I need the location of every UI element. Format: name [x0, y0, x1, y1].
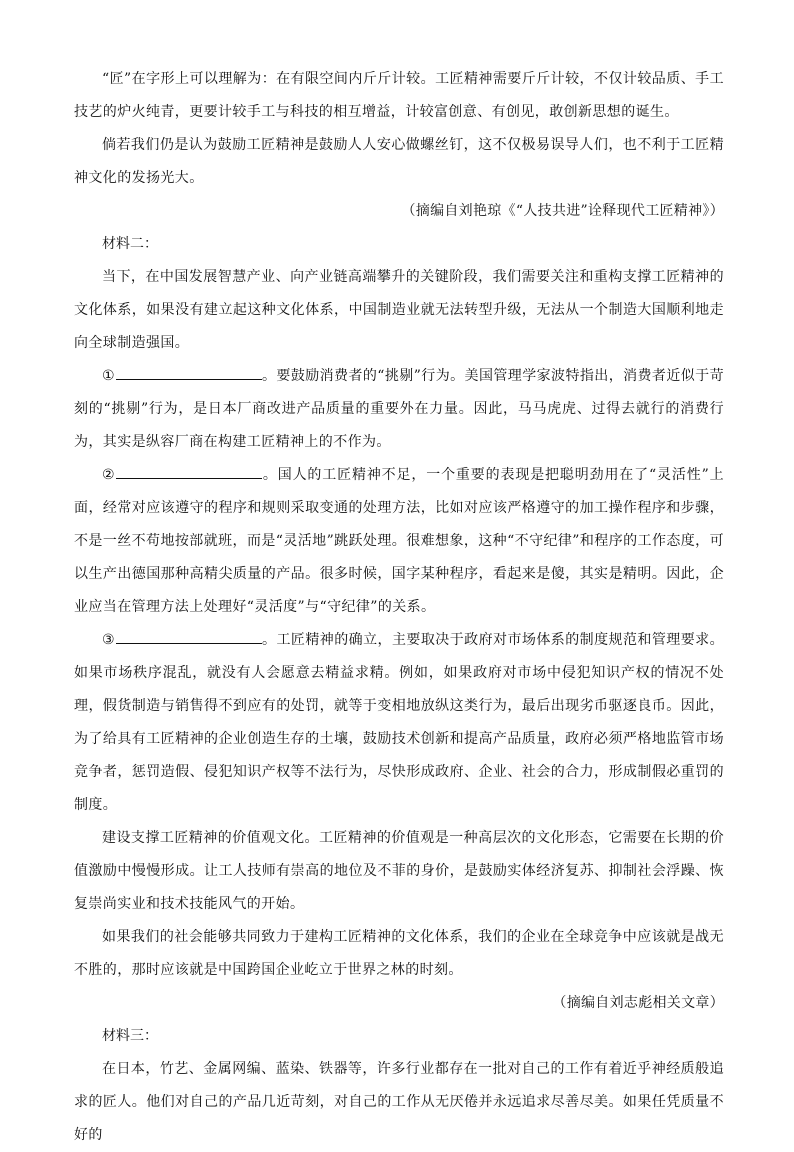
item-1-blank — [116, 365, 262, 380]
material2-heading: 材料二： — [102, 236, 158, 252]
material3-heading: 材料三： — [102, 1028, 158, 1044]
document-page — [74, 63, 724, 1152]
material1-paragraph-2: 倘若我们仍是认为鼓励工匠精神是鼓励人人安心做螺丝钉，这不仅极易误导人们，也不利于工匠精神文化的发扬光大。 — [74, 137, 724, 186]
item-1-text: 。要鼓励消费者的“挑剔”行为。美国管理学家波特指出，消费者近似于苛刻的“挑剔”行为，是日本厂商改进产品质量的重要外在力量。因此，马马虎虎、过得去就行的消费行为，其实是纵容厂商在构建工匠精神上的不作为。 — [74, 368, 724, 450]
material2-intro: 当下，在中国发展智慧产业、向产业链高端攀升的关键阶段，我们需要关注和重构支撑工匠精神的文化体系，如果没有建立起这种文化体系，中国制造业就无法转型升级，无法从一个制造大国顺利地走向全球制造强国。 — [74, 269, 724, 351]
material1-source: （摘编自刘艳琼《“人技共进”诠释现代工匠精神》） — [401, 203, 724, 219]
item-2-number: ② — [102, 467, 116, 483]
item-1-number: ① — [102, 368, 115, 384]
material3-paragraph-1: 在日本，竹艺、金属网编、蓝染、铁器等，许多行业都存在一批对自己的工作有着近乎神经质般追求的匠人。他们对自己的产品几近苛刻，对自己的工作从无厌倦并永远追求尽善尽美。如果任凭质量不好的 — [74, 1061, 724, 1143]
material2-item-1 — [74, 360, 724, 459]
material2-item-3 — [74, 624, 724, 822]
material2-source: （摘编自刘志彪相关文章） — [552, 995, 724, 1011]
item-3-text: 。工匠精神的确立，主要取决于政府对市场体系的制度规范和管理要求。如果市场秩序混乱，就没有人会愿意去精益求精。例如，如果政府对市场中侵犯知识产权的情况不处理，假货制造与销售得不到应有的处罚，就等于变相地放纵这类行为，最后出现劣币驱逐良币。因此，为了给具有工匠精神的企业创造生存的土壤，鼓励技术创新和提高产品质量，政府必须严格地监管市场竞争者，惩罚造假、侵犯知识产权等不法行为，尽快形成政府、企业、社会的合力，形成制假必重罚的制度。 — [74, 632, 724, 813]
material2-item-2 — [74, 459, 724, 624]
material2-final-paragraph: 如果我们的社会能够共同致力于建构工匠精神的文化体系，我们的企业在全球竞争中应该就是战无不胜的，那时应该就是中国跨国企业屹立于世界之林的时刻。 — [74, 929, 724, 978]
item-2-blank — [116, 464, 262, 479]
item-2-text: 。国人的工匠精神不足，一个重要的表现是把聪明劲用在了“灵活性”上面，经常对应该遵守的程序和规则采取变通的处理方法，比如对应该严格遵守的加工操作程序和步骤，不是一丝不苟地按部就班，而是“灵活地”跳跃处理。很难想象，这种“不守纪律”和程序的工作态度，可以生产出德国那种高精尖质量的产品。很多时候，国字某种程序，看起来是傻，其实是精明。因此，企业应当在管理方法上处理好“灵活度”与“守纪律”的关系。 — [74, 467, 724, 615]
material2-values-paragraph: 建设支撑工匠精神的价值观文化。工匠精神的价值观是一种高层次的文化形态，它需要在长期的价值激励中慢慢形成。让工人技师有崇高的地位及不菲的身价，是鼓励实体经济复苏、抑制社会浮躁、恢复崇尚实业和技术技能风气的开始。 — [74, 830, 724, 912]
item-3-blank — [116, 629, 262, 644]
material1-paragraph-1: “匠”在字形上可以理解为：在有限空间内斤斤计较。工匠精神需要斤斤计较，不仅计较品质、手工技艺的炉火纯青，更要计较手工与科技的相互增益，计较富创意、有创见，敢创新思想的诞生。 — [74, 71, 724, 120]
item-3-number: ③ — [102, 632, 115, 648]
